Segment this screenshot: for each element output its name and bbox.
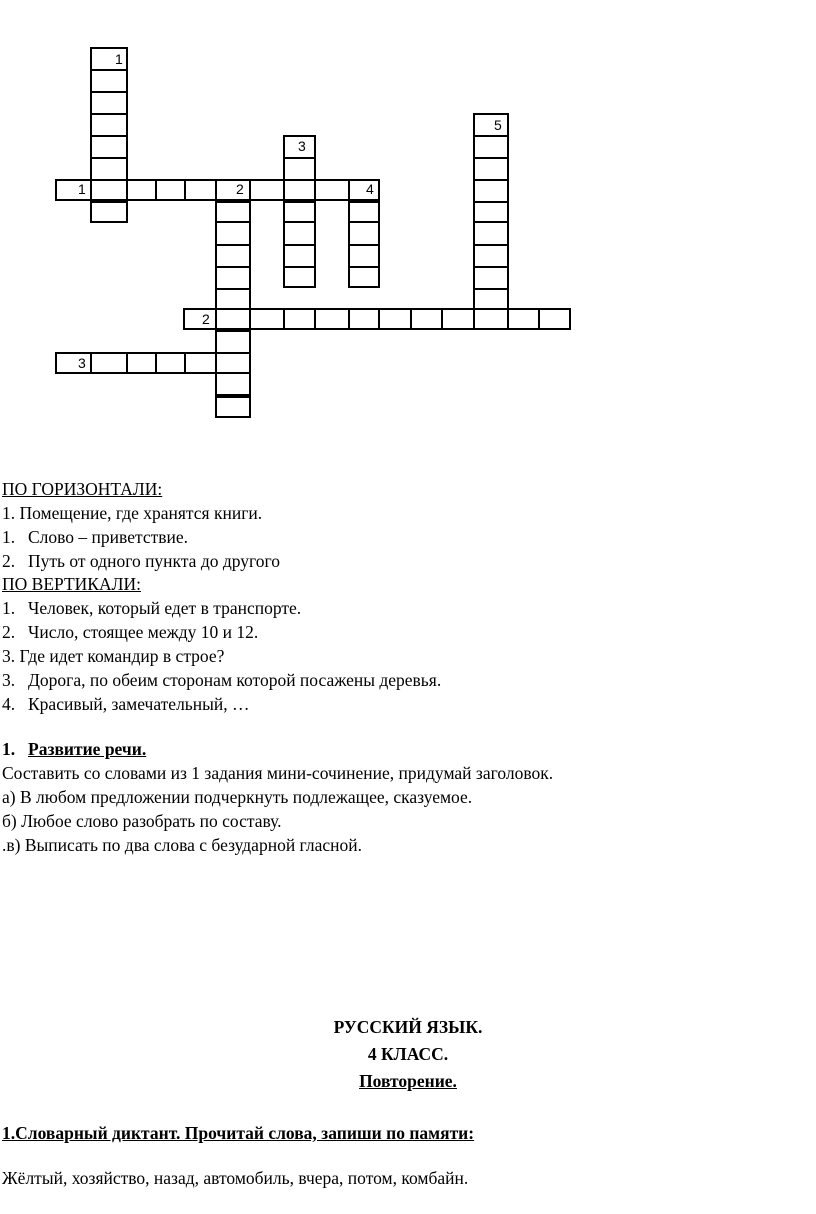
crossword-cell xyxy=(90,91,128,115)
crossword-number: 3 xyxy=(298,138,306,154)
crossword-cell xyxy=(473,135,509,159)
section-title: РУССКИЙ ЯЗЫК. xyxy=(333,1017,483,1037)
crossword-cell xyxy=(283,221,316,246)
crossword-cell xyxy=(215,179,251,201)
crossword-cell xyxy=(249,179,285,201)
crossword-cell xyxy=(215,396,251,418)
crossword-cell xyxy=(283,308,316,330)
crossword-number: 4 xyxy=(366,181,374,197)
crossword-cell xyxy=(283,244,316,268)
crossword-cell xyxy=(348,308,380,330)
crossword-cell xyxy=(55,179,92,201)
crossword-cell xyxy=(314,179,350,201)
task1-line: б) Любое слово разобрать по составу. xyxy=(2,811,282,831)
crossword-cell xyxy=(155,352,186,374)
crossword-cell xyxy=(348,244,380,268)
clue-line: 3. Дорога, по обеим сторонам которой посажены деревья. xyxy=(2,670,442,690)
crossword-cell xyxy=(215,266,251,290)
clue-line: 1. Помещение, где хранятся книги. xyxy=(2,503,263,523)
crossword-cell xyxy=(90,157,128,181)
crossword-cell xyxy=(473,244,509,268)
crossword-cell xyxy=(215,221,251,246)
dictation-heading: 1.Словарный диктант. Прочитай слова, запиши по памяти: xyxy=(2,1123,475,1143)
crossword-cell xyxy=(314,308,350,330)
crossword-cell xyxy=(473,113,509,137)
crossword-number: 1 xyxy=(115,51,123,67)
crossword-cell xyxy=(507,308,540,330)
crossword-cell xyxy=(473,157,509,181)
crossword-cell xyxy=(473,308,509,330)
crossword-cell xyxy=(126,352,157,374)
crossword-cell xyxy=(378,308,412,330)
section-subtitle: Повторение. xyxy=(359,1071,457,1091)
crossword-number: 2 xyxy=(236,181,244,197)
crossword-cell xyxy=(410,308,443,330)
crossword-number: 3 xyxy=(78,355,86,371)
crossword-cell xyxy=(538,308,571,330)
crossword-cell xyxy=(215,308,251,330)
crossword-cell xyxy=(215,352,251,374)
crossword-cell xyxy=(473,201,509,223)
crossword-cell xyxy=(473,221,509,246)
section-grade: 4 КЛАСС. xyxy=(367,1044,449,1064)
crossword-cell xyxy=(155,179,186,201)
crossword-cell xyxy=(215,330,251,354)
crossword-cell xyxy=(184,179,217,201)
clue-line: 1. Слово – приветствие. xyxy=(2,527,189,547)
crossword-cell xyxy=(90,113,128,137)
crossword-cell xyxy=(249,308,285,330)
crossword-number: 1 xyxy=(78,181,86,197)
crossword-cell xyxy=(215,288,251,310)
crossword-cell xyxy=(183,308,217,330)
crossword-cell xyxy=(90,135,128,159)
crossword-cell xyxy=(283,201,316,223)
task1-line: Составить со словами из 1 задания мини-сочинение, придумай заголовок. xyxy=(2,763,554,783)
task1-heading: 1. Развитие речи. xyxy=(2,739,147,759)
task1-line: .в) Выписать по два слова с безударной гласной. xyxy=(2,835,362,855)
crossword-cell xyxy=(90,69,128,93)
crossword-cell xyxy=(126,179,157,201)
crossword-cell xyxy=(441,308,475,330)
crossword-cell xyxy=(473,266,509,290)
dictation-words: Жёлтый, хозяйство, назад, автомобиль, вчера, потом, комбайн. xyxy=(2,1168,469,1188)
crossword-cell xyxy=(90,352,128,374)
crossword-cell xyxy=(215,244,251,268)
vertical-heading: ПО ВЕРТИКАЛИ: xyxy=(2,574,141,594)
crossword-cell xyxy=(473,179,509,203)
crossword-cell xyxy=(55,352,92,374)
crossword-cell xyxy=(348,179,380,201)
crossword-cell xyxy=(90,179,128,201)
crossword-cell xyxy=(348,221,380,246)
crossword-cell xyxy=(90,201,128,223)
task1-line: а) В любом предложении подчеркнуть подлежащее, сказуемое. xyxy=(2,787,473,807)
crossword-cell xyxy=(348,201,380,223)
clue-line: 2. Число, стоящее между 10 и 12. xyxy=(2,622,259,642)
clue-line: 3. Где идет командир в строе? xyxy=(2,646,225,666)
crossword-grid xyxy=(0,0,816,440)
clue-line: 4. Красивый, замечательный, … xyxy=(2,694,250,714)
horizontal-heading: ПО ГОРИЗОНТАЛИ: xyxy=(2,479,163,499)
crossword-cell xyxy=(215,372,251,396)
crossword-cell xyxy=(473,288,509,310)
crossword-cell xyxy=(184,352,217,374)
clue-line: 2. Путь от одного пункта до другого xyxy=(2,551,281,571)
crossword-cell xyxy=(283,157,316,181)
crossword-cell xyxy=(283,266,316,288)
clue-line: 1. Человек, который едет в транспорте. xyxy=(2,598,302,618)
crossword-number: 2 xyxy=(202,311,210,327)
crossword-cell xyxy=(215,201,251,223)
crossword-number: 5 xyxy=(494,117,502,133)
crossword-cell xyxy=(348,266,380,288)
crossword-cell xyxy=(283,179,316,201)
